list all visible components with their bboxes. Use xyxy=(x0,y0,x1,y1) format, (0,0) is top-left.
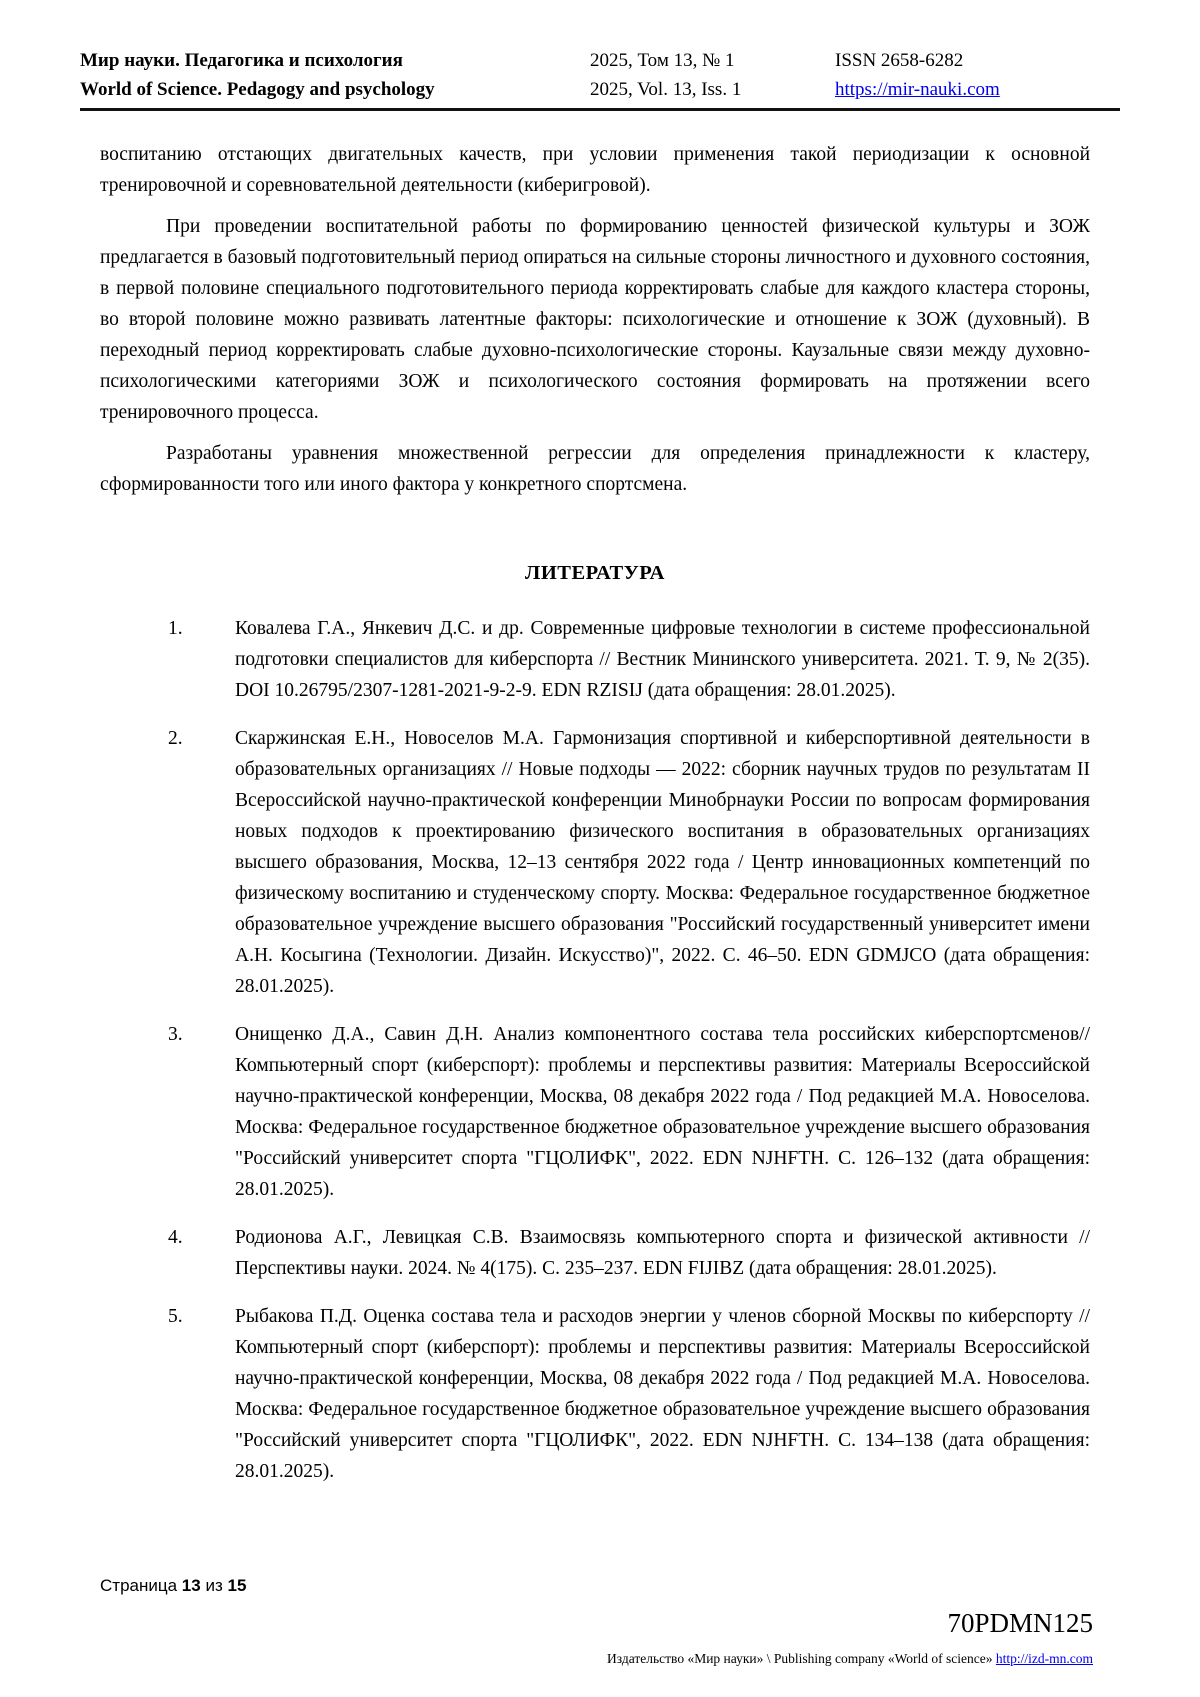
journal-title-block xyxy=(80,46,590,104)
page-current: 13 xyxy=(181,1576,201,1595)
body-paragraph: Разработаны уравнения множественной регрессии для определения принадлежности к кластеру, сформированности того или иного фактора у конкретного спортсмена. xyxy=(100,443,1090,495)
publisher-line xyxy=(607,1651,1093,1667)
article-body xyxy=(100,139,1090,1487)
issn-block xyxy=(835,46,1120,104)
reference-number: 5. xyxy=(168,1306,183,1327)
journal-site-link[interactable]: https://mir-nauki.com xyxy=(835,79,1000,100)
issn-label: ISSN 2658-6282 xyxy=(835,50,964,71)
header-divider xyxy=(80,108,1120,111)
reference-text: Скаржинская Е.Н., Новоселов М.А. Гармонизация спортивной и киберспортивной деятельности в образовательных организациях // Новые подходы — 2022: сборник научных трудов по результатам II Всероссийской научно-практической конференции Минобрнауки России по вопросам формирования новых подходов к проектированию физического воспитания в образовательных организациях высшего образования, Москва, 12–13 сентября 2022 года / Центр инновационных компетенций по физическому воспитанию и студенческому спорту. Москва: Федеральное государственное бюджетное образовательное учреждение высшего образования "Российский государственный университет имени А.Н. Косыгина (Технологии. Дизайн. Искусство)", 2022. С. 46–50. EDN GDMJCO (дата обращения: 28.01.2025). xyxy=(235,728,1090,997)
issue-info-en: 2025, Vol. 13, Iss. 1 xyxy=(590,79,742,100)
reference-item xyxy=(168,1019,1090,1205)
reference-item xyxy=(168,723,1090,1002)
document-code: 70PDMN125 xyxy=(947,1608,1093,1638)
publisher-site-link[interactable]: http://izd-mn.com xyxy=(995,1651,1093,1666)
reference-item xyxy=(168,1301,1090,1487)
journal-title-en: World of Science. Pedagogy and psychology xyxy=(80,79,435,100)
reference-text: Рыбакова П.Д. Оценка состава тела и расходов энергии у членов сборной Москвы по киберспорту // Компьютерный спорт (киберспорт): проблемы и перспективы развития: Материалы Всероссийской научно-практической конференции, Москва, 08 декабря 2022 года / Под редакцией М.А. Новоселова. Москва: Федеральное государственное бюджетное образовательное учреждение высшего образования "Российский университет спорта "ГЦОЛИФК", 2022. EDN NJHFTH. С. 134–138 (дата обращения: 28.01.2025). xyxy=(235,1306,1090,1482)
publisher-label: Издательство «Мир науки» \ Publishing company «World of science» xyxy=(607,1651,993,1666)
reference-number: 3. xyxy=(168,1024,183,1045)
references-heading: ЛИТЕРАТУРА xyxy=(525,562,665,584)
page-number xyxy=(100,1576,246,1596)
reference-number: 2. xyxy=(168,728,183,749)
references-list xyxy=(168,613,1090,1487)
issue-info-block xyxy=(590,46,835,104)
reference-item xyxy=(168,1222,1090,1284)
page-of-label: из xyxy=(205,1576,223,1595)
reference-number: 1. xyxy=(168,618,183,639)
reference-number: 4. xyxy=(168,1227,183,1248)
page-label: Страница xyxy=(100,1576,178,1595)
reference-item xyxy=(168,613,1090,706)
reference-text: Онищенко Д.А., Савин Д.Н. Анализ компонентного состава тела российских киберспортсменов// Компьютерный спорт (киберспорт): проблемы и перспективы развития: Материалы Всероссийской научно-практической конференции, Москва, 08 декабря 2022 года / Под редакцией М.А. Новоселова. Москва: Федеральное государственное бюджетное образовательное учреждение высшего образования "Российский университет спорта "ГЦОЛИФК", 2022. EDN NJHFTH. С. 126–132 (дата обращения: 28.01.2025). xyxy=(235,1024,1090,1200)
page-total: 15 xyxy=(227,1576,247,1595)
reference-text: Родионова А.Г., Левицкая С.В. Взаимосвязь компьютерного спорта и физической активности // Перспективы науки. 2024. № 4(175). С. 235–237. EDN FIJIBZ (дата обращения: 28.01.2025). xyxy=(235,1227,1090,1279)
journal-header xyxy=(80,46,1120,104)
body-paragraph: При проведении воспитательной работы по формированию ценностей физической культуры и ЗОЖ предлагается в базовый подготовительный период опираться на сильные стороны личностного и духовного состояния, в первой половине специального подготовительного периода корректировать слабые для каждого кластера стороны, во второй половине можно развивать латентные факторы: психологические и отношение к ЗОЖ (духовный). В переходный период корректировать слабые духовно-психологические стороны. Каузальные связи между духовно-психологическими категориями ЗОЖ и психологического состояния формировать на протяжении всего тренировочного процесса. xyxy=(100,216,1090,423)
reference-text: Ковалева Г.А., Янкевич Д.С. и др. Современные цифровые технологии в системе профессиональной подготовки специалистов для киберспорта // Вестник Мининского университета. 2021. Т. 9, № 2(35). DOI 10.26795/2307-1281-2021-9-2-9. EDN RZISIJ (дата обращения: 28.01.2025). xyxy=(235,618,1090,701)
body-paragraph: воспитанию отстающих двигательных качеств, при условии применения такой периодизации к основной тренировочной и соревновательной деятельности (киберигровой). xyxy=(100,144,1090,196)
journal-title-ru: Мир науки. Педагогика и психология xyxy=(80,50,403,71)
issue-info-ru: 2025, Том 13, № 1 xyxy=(590,50,735,71)
